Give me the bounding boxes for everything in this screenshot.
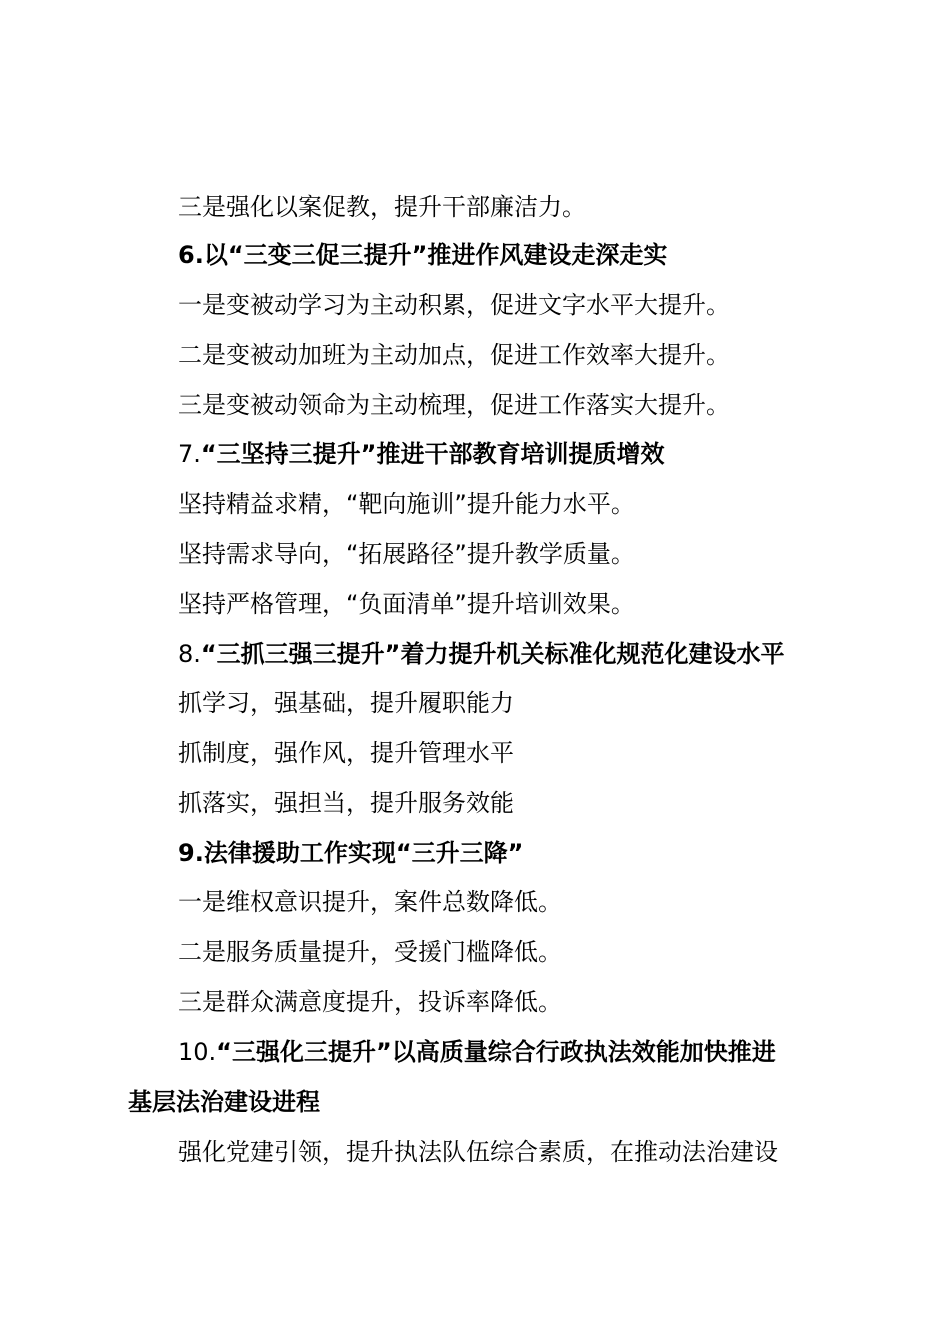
paragraph-line: 二是变被动加班为主动加点，促进工作效率大提升。 bbox=[178, 341, 730, 369]
heading-number: 10. bbox=[178, 1038, 217, 1066]
section-heading-6: 6.以“三变三促三提升”推进作风建设走深走实 bbox=[178, 241, 668, 269]
section-heading-9: 9.法律援助工作实现“三升三降” bbox=[178, 839, 524, 867]
paragraph-line: 抓制度，强作风，提升管理水平 bbox=[178, 739, 514, 767]
paragraph-line: 坚持需求导向，“拓展路径”提升教学质量。 bbox=[178, 540, 635, 568]
paragraph-line: 强化党建引领，提升执法队伍综合素质，在推动法治建设 bbox=[178, 1138, 778, 1166]
paragraph-line: 三是强化以案促教，提升干部廉洁力。 bbox=[178, 193, 586, 221]
paragraph-line: 三是群众满意度提升，投诉率降低。 bbox=[178, 988, 562, 1016]
paragraph-line: 二是服务质量提升，受援门槛降低。 bbox=[178, 938, 562, 966]
heading-text: “三强化三提升”以高质量综合行政执法效能加快推进 bbox=[216, 1038, 776, 1066]
paragraph-line: 抓学习，强基础，提升履职能力 bbox=[178, 689, 514, 717]
paragraph-line: 坚持严格管理，“负面清单”提升培训效果。 bbox=[178, 590, 635, 618]
paragraph-line: 一是变被动学习为主动积累，促进文字水平大提升。 bbox=[178, 291, 730, 319]
section-heading-7 bbox=[178, 439, 664, 469]
paragraph-line: 抓落实，强担当，提升服务效能 bbox=[178, 789, 514, 817]
heading-number: 8. bbox=[178, 640, 201, 668]
section-heading-8 bbox=[178, 639, 784, 669]
paragraph-line: 坚持精益求精，“靶向施训”提升能力水平。 bbox=[178, 490, 635, 518]
heading-text: “三抓三强三提升”着力提升机关标准化规范化建设水平 bbox=[200, 640, 785, 668]
section-heading-10 bbox=[178, 1037, 776, 1067]
paragraph-line: 三是变被动领命为主动梳理，促进工作落实大提升。 bbox=[178, 391, 730, 419]
heading-number: 7. bbox=[178, 440, 201, 468]
section-heading-10-continuation: 基层法治建设进程 bbox=[128, 1088, 320, 1116]
heading-text: “三坚持三提升”推进干部教育培训提质增效 bbox=[200, 440, 665, 468]
paragraph-line: 一是维权意识提升，案件总数降低。 bbox=[178, 888, 562, 916]
